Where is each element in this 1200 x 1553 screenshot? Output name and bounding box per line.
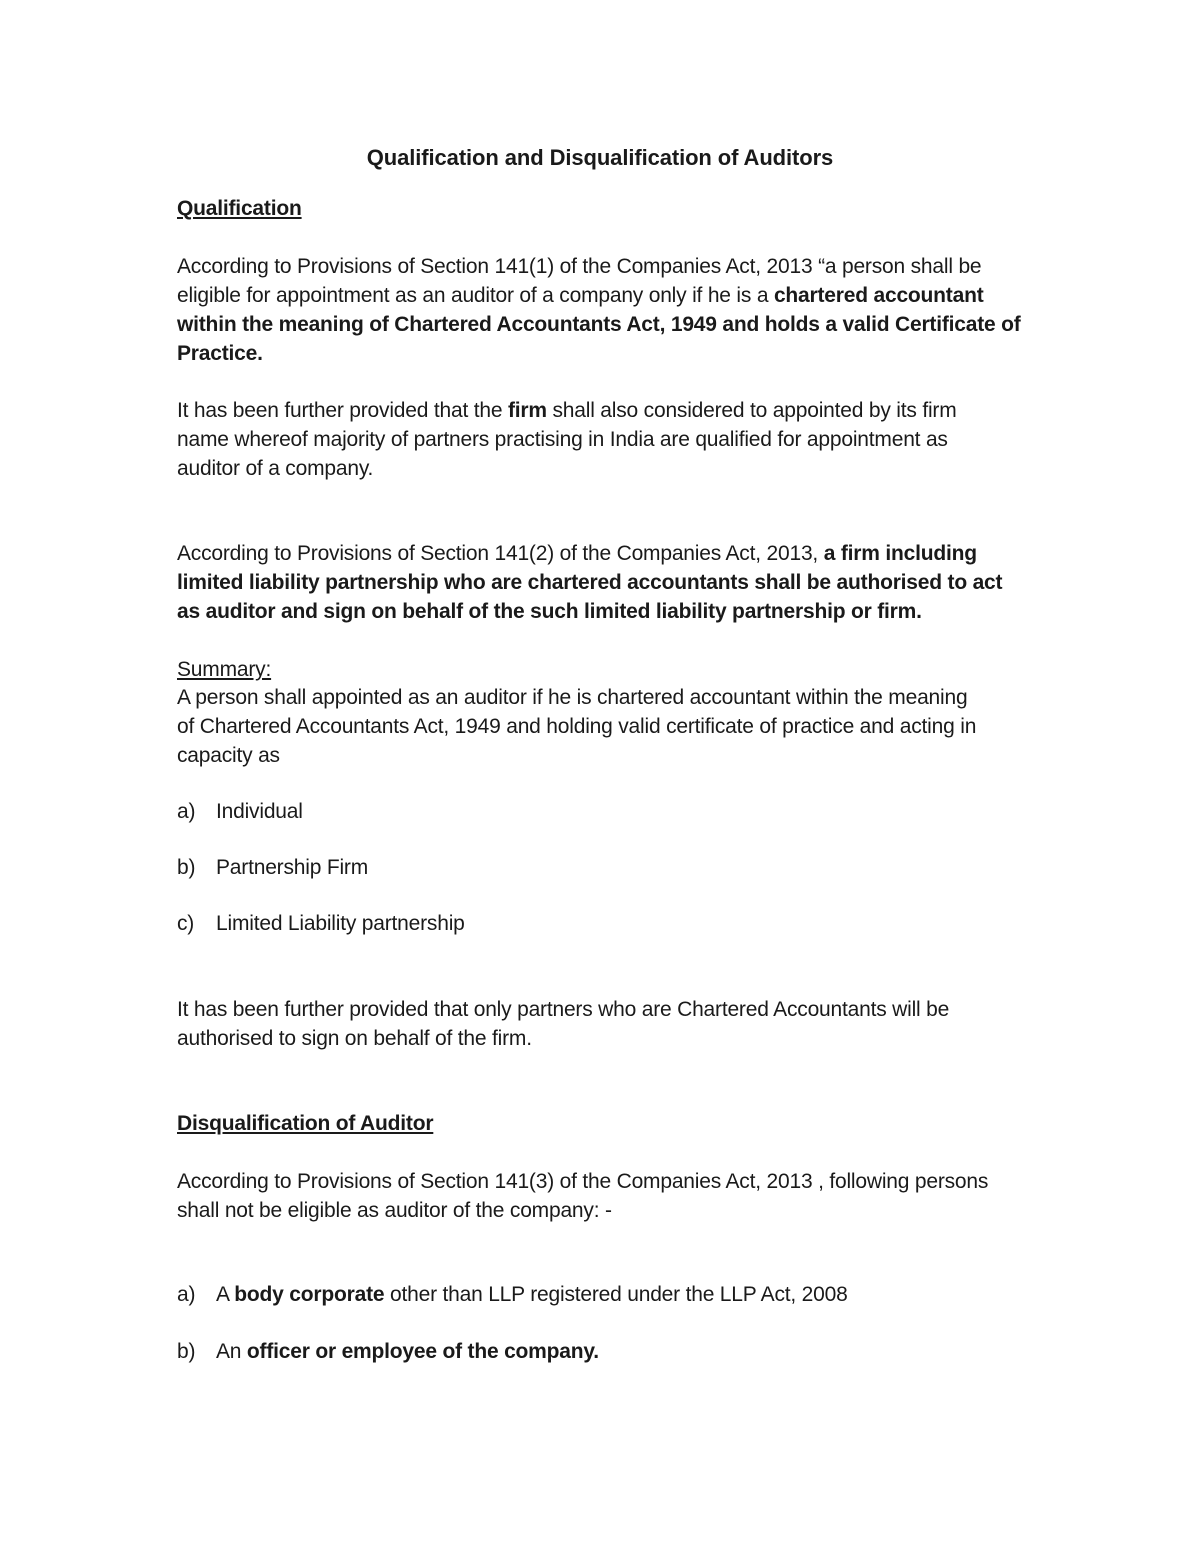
list-letter: a) <box>177 1283 196 1306</box>
list-item-text: Individual <box>216 800 303 823</box>
list-item-bold: body corporate <box>234 1283 385 1306</box>
summary-item-b <box>177 853 368 882</box>
disq-item-a <box>177 1280 848 1309</box>
list-item-bold: officer or employee of the company. <box>246 1340 599 1363</box>
para1-line2-text: eligible for appointment as an auditor of a company only if he is a <box>177 284 774 307</box>
list-letter: c) <box>177 912 195 935</box>
list-item-pre: A <box>216 1283 235 1306</box>
list-letter: b) <box>177 856 196 879</box>
para1-line3: within the meaning of Chartered Accountants Act, 1949 and holds a valid Certificate of <box>177 313 1021 336</box>
summary-line1: A person shall appointed as an auditor if he is chartered accountant within the meaning <box>177 686 968 709</box>
summary-line3: capacity as <box>177 744 280 767</box>
para2-line1-a: It has been further provided that the <box>177 399 508 422</box>
para2-line3: auditor of a company. <box>177 457 374 480</box>
disq-intro-line1: According to Provisions of Section 141(3) of the Companies Act, 2013 , following persons <box>177 1170 989 1193</box>
para1-line2 <box>177 281 984 310</box>
para3-line1-bold: a firm including <box>823 542 977 565</box>
para3-line3: as auditor and sign on behalf of the such limited liability partnership or firm. <box>177 600 922 623</box>
para2-line2: name whereof majority of partners practising in India are qualified for appointment as <box>177 428 948 451</box>
disq-intro-line2: shall not be eligible as auditor of the company: - <box>177 1199 612 1222</box>
para1-line1: According to Provisions of Section 141(1) of the Companies Act, 2013 “a person shall be <box>177 255 982 278</box>
list-letter: b) <box>177 1340 196 1363</box>
para3-line1 <box>177 539 977 568</box>
para3-line1-a: According to Provisions of Section 141(2) of the Companies Act, 2013, <box>177 542 824 565</box>
para4-line2: authorised to sign on behalf of the firm. <box>177 1027 532 1050</box>
para3-line2: limited liability partnership who are chartered accountants shall be authorised to act <box>177 571 1003 594</box>
list-letter: a) <box>177 800 196 823</box>
summary-line2: of Chartered Accountants Act, 1949 and holding valid certificate of practice and acting in <box>177 715 977 738</box>
qualification-heading: Qualification <box>177 197 302 220</box>
disqualification-heading: Disqualification of Auditor <box>177 1112 434 1135</box>
para1-line2-bold: chartered accountant <box>773 284 984 307</box>
list-item-pre: An <box>216 1340 247 1363</box>
list-item-text: Partnership Firm <box>216 856 369 879</box>
summary-item-c <box>177 909 465 938</box>
para2-line1-c: shall also considered to appointed by its firm <box>546 399 957 422</box>
para1-line4: Practice. <box>177 342 263 365</box>
page-title: Qualification and Disqualification of Auditors <box>366 145 834 170</box>
summary-item-a <box>177 797 303 826</box>
para4-line1: It has been further provided that only partners who are Chartered Accountants will be <box>177 998 950 1021</box>
para2-line1 <box>177 396 957 425</box>
list-item-post: other than LLP registered under the LLP Act, 2008 <box>384 1283 848 1306</box>
para2-line1-bold: firm <box>507 399 547 422</box>
disq-item-b <box>177 1337 599 1366</box>
summary-label: Summary: <box>177 658 272 681</box>
list-item-text: Limited Liability partnership <box>216 912 465 935</box>
